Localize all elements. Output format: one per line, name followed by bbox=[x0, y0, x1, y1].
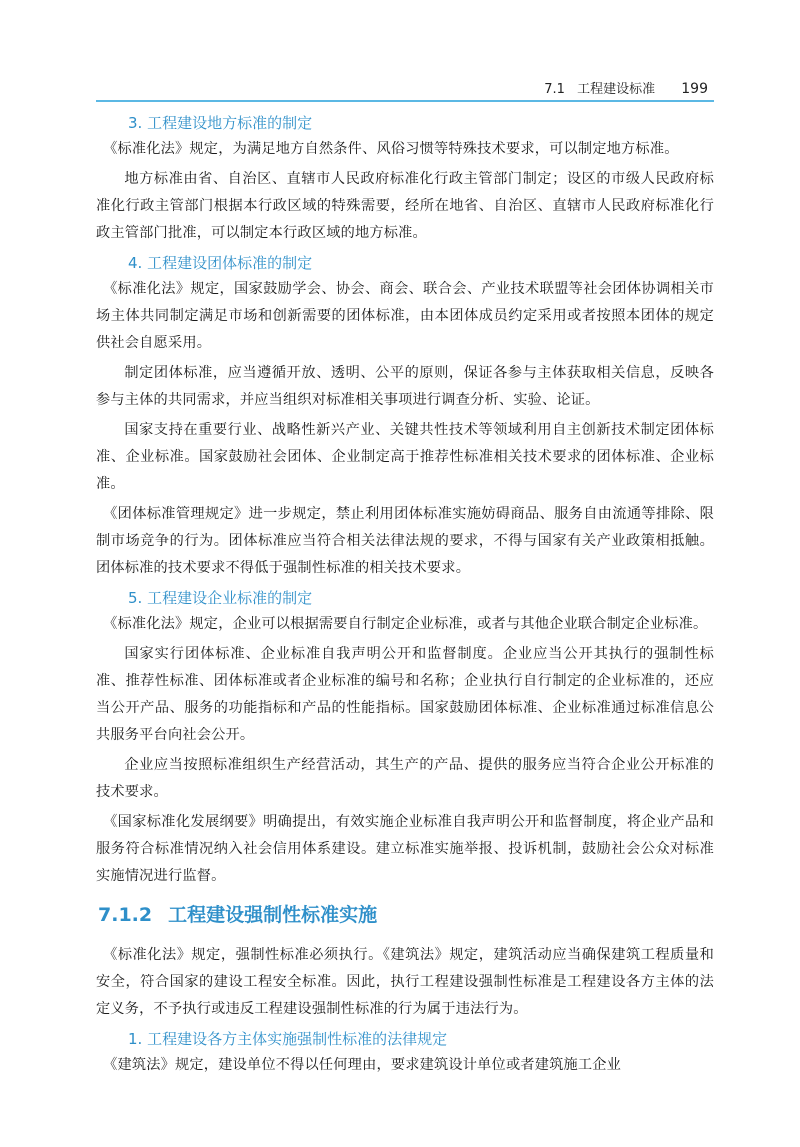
page-number: 199 bbox=[681, 81, 708, 97]
section-heading-title: 工程建设强制性标准实施 bbox=[168, 904, 378, 926]
subsection-heading: 1. 工程建设各方主体实施强制性标准的法律规定 bbox=[128, 1030, 448, 1048]
page-body bbox=[96, 108, 714, 1082]
paragraph: 地方标准由省、自治区、直辖市人民政府标准化行政主管部门制定；设区的市级人民政府标准化行政主管部门根据本行政区域的特殊需要，经所在地省、自治区、直辖市人民政府标准化行政主管部门批准，可以制定本行政区域的地方标准。 bbox=[96, 171, 714, 241]
paragraph: 制定团体标准，应当遵循开放、透明、公平的原则，保证各参与主体获取相关信息，反映各参与主体的共同需求，并应当组织对标准相关事项进行调查分析、实验、论证。 bbox=[96, 365, 714, 408]
section-heading-number: 7.1.2 bbox=[98, 904, 153, 926]
header-text bbox=[536, 78, 708, 97]
header-section-title: 工程建设标准 bbox=[577, 82, 656, 97]
running-header bbox=[96, 74, 714, 102]
subsection-heading: 5. 工程建设企业标准的制定 bbox=[128, 589, 313, 607]
paragraph: 《建筑法》规定，建设单位不得以任何理由，要求建筑设计单位或者建筑施工企业 bbox=[103, 1057, 622, 1073]
paragraph: 《标准化法》规定，企业可以根据需要自行制定企业标准，或者与其他企业联合制定企业标准。 bbox=[103, 616, 708, 632]
paragraph: 《国家标准化发展纲要》明确提出，有效实施企业标准自我声明公开和监督制度，将企业产品和服务符合标准情况纳入社会信用体系建设。建立标准实施举报、投诉机制，鼓励社会公众对标准实施情况进行监督。 bbox=[96, 814, 714, 884]
subsection-heading: 4. 工程建设团体标准的制定 bbox=[128, 254, 313, 272]
paragraph: 企业应当按照标准组织生产经营活动，其生产的产品、提供的服务应当符合企业公开标准的技术要求。 bbox=[96, 757, 714, 800]
section-heading bbox=[98, 900, 714, 930]
paragraph: 《团体标准管理规定》进一步规定，禁止利用团体标准实施妨碍商品、服务自由流通等排除、限制市场竞争的行为。团体标准应当符合相关法律法规的要求，不得与国家有关产业政策相抵触。团体标准的技术要求不得低于强制性标准的相关技术要求。 bbox=[96, 506, 714, 576]
header-section-number: 7.1 bbox=[544, 82, 565, 97]
paragraph: 《标准化法》规定，国家鼓励学会、协会、商会、联合会、产业技术联盟等社会团体协调相关市场主体共同制定满足市场和创新需要的团体标准，由本团体成员约定采用或者按照本团体的规定供社会自愿采用。 bbox=[96, 281, 714, 351]
subsection-heading: 3. 工程建设地方标准的制定 bbox=[128, 114, 313, 132]
paragraph: 《标准化法》规定，强制性标准必须执行。《建筑法》规定，建筑活动应当确保建筑工程质量和安全，符合国家的建设工程安全标准。因此，执行工程建设强制性标准是工程建设各方主体的法定义务，不予执行或违反工程建设强制性标准的行为属于违法行为。 bbox=[96, 947, 714, 1017]
paragraph: 国家实行团体标准、企业标准自我声明公开和监督制度。企业应当公开其执行的强制性标准、推荐性标准、团体标准或者企业标准的编号和名称；企业执行自行制定的企业标准的，还应当公开产品、服务的功能指标和产品的性能指标。国家鼓励团体标准、企业标准通过标准信息公共服务平台向社会公开。 bbox=[96, 646, 714, 743]
paragraph: 《标准化法》规定，为满足地方自然条件、风俗习惯等特殊技术要求，可以制定地方标准。 bbox=[103, 141, 679, 157]
paragraph: 国家支持在重要行业、战略性新兴产业、关键共性技术等领域利用自主创新技术制定团体标准、企业标准。国家鼓励社会团体、企业制定高于推荐性标准相关技术要求的团体标准、企业标准。 bbox=[96, 422, 714, 492]
